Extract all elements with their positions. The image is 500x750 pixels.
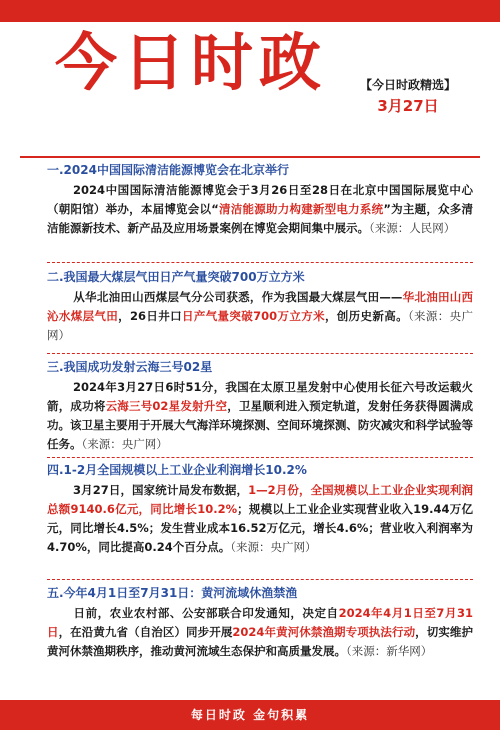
brand-label: 【今日时政精选】 [360,78,457,92]
body-text: 从华北油田山西煤层气分公司获悉，作为我国最大煤层气田—— [73,290,403,304]
section-body [47,378,473,454]
source-citation: （来源：央广网） [81,437,168,451]
highlight-text: 2024年4月1日至7月31日 [47,606,474,639]
section-body [47,604,473,661]
source-citation: （来源：央广网） [230,540,317,554]
section-divider [47,579,473,581]
body-text: ，切实维护黄河休禁渔期秩序，推动黄河流域生态保护和高质量发展。 [47,625,474,658]
body-text: ，在沿黄九省（自治区）同步开展 [58,625,233,639]
issue-date: 3月27日 [377,97,439,115]
section-title: 一.2024中国国际清洁能源博览会在北京举行 [47,163,289,177]
highlight-text: 清洁能源助力构建新型电力系统 [218,202,384,216]
body-text: 日前，农业农村部、公安部联合印发通知，决定自 [73,606,339,620]
source-citation: （来源：人民网） [369,221,456,235]
section-divider [47,457,473,459]
body-text: ，卫星顺利进入预定轨道，发射任务获得圆满成功。该卫星主要用于开展大气海洋环境探测、空间环境探测、防灾减灾和科学试验等任务。 [47,399,474,451]
section-divider [47,262,473,264]
section-title: 五.今年4月1日至7月31日：黄河流域休渔禁渔 [47,586,298,600]
footer-banner: 每日时政 金句积累 [0,700,500,730]
section-body [47,481,473,557]
highlight-text: 日产气量突破700万立方米 [181,309,325,323]
highlight-text: 2024年黄河休禁渔期专项执法行动 [232,625,416,639]
body-text: ”为主题，众多清洁能源新技术、新产品及应用场景案例在博览会期间集中展示。 [47,202,474,235]
page-title: 今日时政 [55,26,328,99]
section-body [47,181,473,238]
section-title: 三.我国成功发射云海三号02星 [47,360,213,374]
body-text: ；规模以上工业企业实现营业收入19.44万亿元，同比增长4.5%；发生营业成本16.52万亿元，增长4.6%；营业收入利润率为4.70%，同比提高0.24个百分点。 [47,502,473,554]
section-title: 四.1-2月全国规模以上工业企业利润增长10.2% [47,463,307,477]
body-text: 2024年3月27日6时51分，我国在太原卫星发射中心使用长征六号改运载火箭，成功将 [47,380,473,413]
section-body [47,288,473,345]
brand-box [360,76,456,116]
highlight-text: 华北油田山西沁水煤层气田 [47,290,474,323]
body-text: 3月27日，国家统计局发布数据， [73,483,249,497]
body-text: ，26日井口 [118,309,182,323]
section-title: 二.我国最大煤层气田日产气量突破700万立方米 [47,270,305,284]
source-citation: （来源：新华网） [346,644,433,658]
highlight-text: 1—2月份，全国规模以上工业企业实现利润总额9140.6亿元，同比增长10.2% [47,483,473,516]
top-red-bar [0,0,500,22]
bottom-margin [0,730,500,750]
highlight-text: 云海三号02星发射升空 [105,399,228,413]
source-citation: （来源：央广网） [47,309,473,342]
section-divider [47,353,473,355]
header-divider [20,156,480,158]
body-text: 2024中国国际清洁能源博览会于3月26日至28日在北京中国国际展览中心（朝阳馆）举办，本届博览会以“ [47,183,473,216]
body-text: ，创历史新高。 [324,309,408,323]
